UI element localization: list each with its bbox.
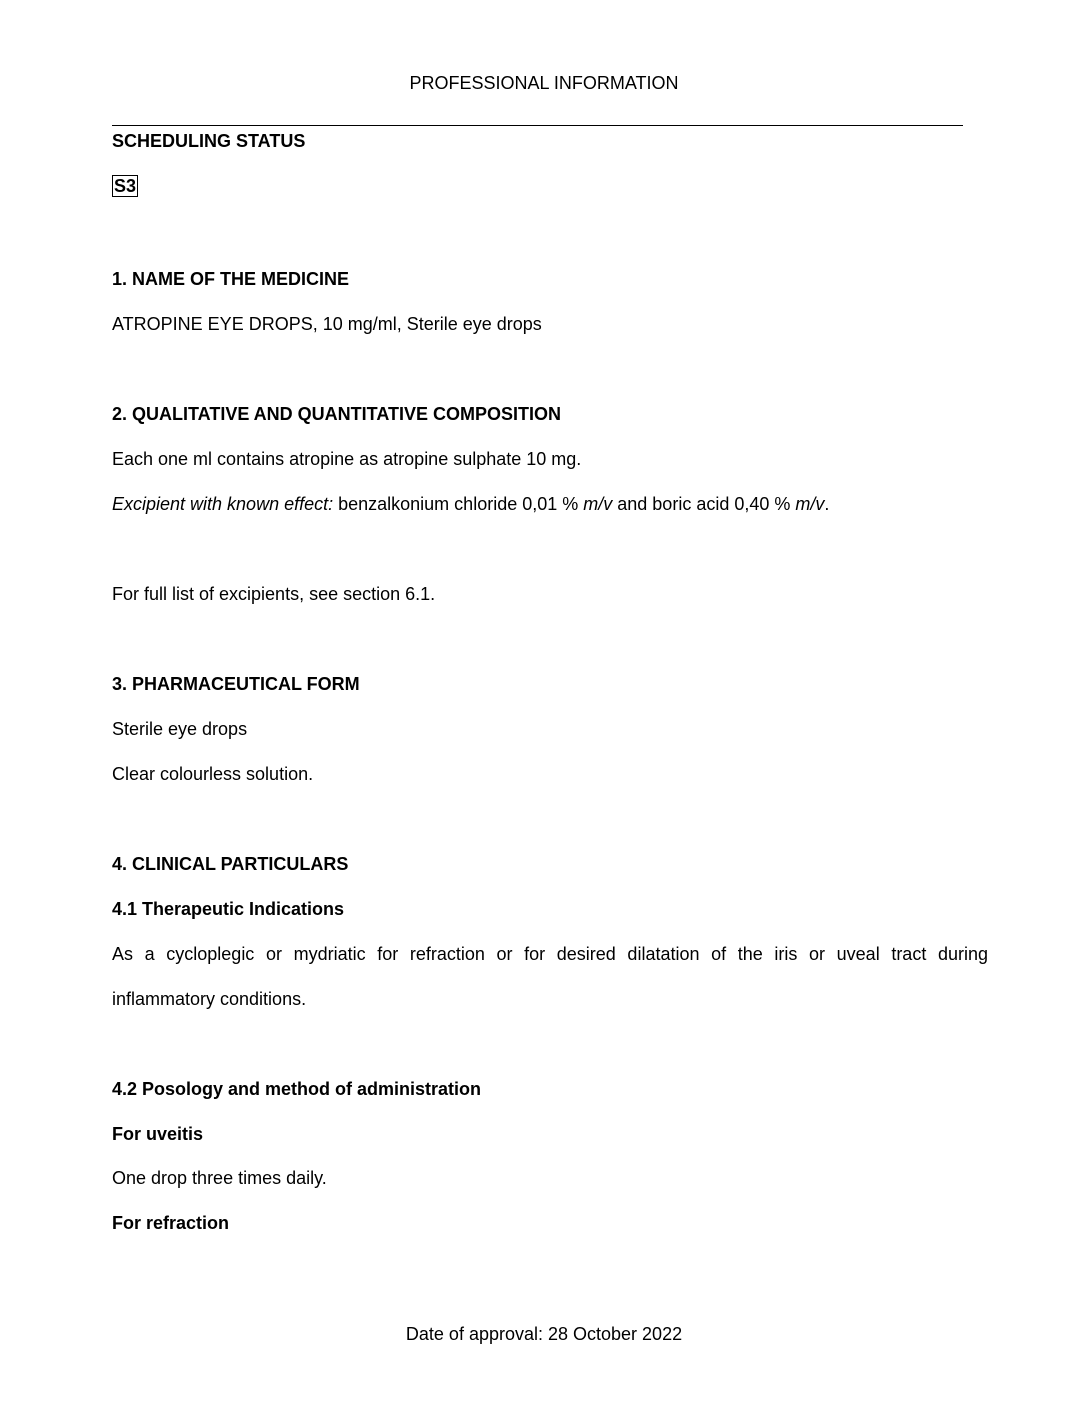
scheduling-status-value [112,177,138,195]
refraction-heading: For refraction [112,1213,230,1233]
medicine-name: ATROPINE EYE DROPS, 10 mg/ml, Sterile eye drops [112,314,542,334]
excipient-text-b: and boric acid 0,40 % [612,494,796,514]
excipient-end: . [824,494,830,514]
excipient-text-a: benzalkonium chloride 0,01 % [333,494,584,514]
scheduling-status-heading: SCHEDULING STATUS [112,131,306,151]
pharmaceutical-form-line-1: Sterile eye drops [112,719,248,739]
section-3-heading: 3. PHARMACEUTICAL FORM [112,674,360,694]
indications-line-2: inflammatory conditions. [112,989,307,1009]
section-4-heading: 4. CLINICAL PARTICULARS [112,854,349,874]
section-1-heading: 1. NAME OF THE MEDICINE [112,269,350,289]
uveitis-heading: For uveitis [112,1124,204,1144]
uveitis-dosage: One drop three times daily. [112,1168,327,1188]
excipient-line [112,495,829,513]
excipient-unit-a: m/v [583,494,613,514]
section-4-2-heading: 4.2 Posology and method of administration [112,1079,482,1099]
page-header-title: PROFESSIONAL INFORMATION [409,73,679,93]
section-4-1-heading: 4.1 Therapeutic Indications [112,899,345,919]
composition-text: Each one ml contains atropine as atropine sulphate 10 mg. [112,449,582,469]
excipient-unit-b: m/v [795,494,825,514]
pharmaceutical-form-line-2: Clear colourless solution. [112,764,314,784]
excipients-reference: For full list of excipients, see section 6.1. [112,584,436,604]
header-divider [112,125,963,126]
indications-line-1: As a cycloplegic or mydriatic for refraction or for desired dilatation of the iris or uveal tract during [112,944,988,964]
excipient-label: Excipient with known effect: [112,494,334,514]
section-2-heading: 2. QUALITATIVE AND QUANTITATIVE COMPOSITION [112,404,561,424]
scheduling-status-box: S3 [114,176,137,196]
approval-date-footer: Date of approval: 28 October 2022 [405,1324,683,1344]
